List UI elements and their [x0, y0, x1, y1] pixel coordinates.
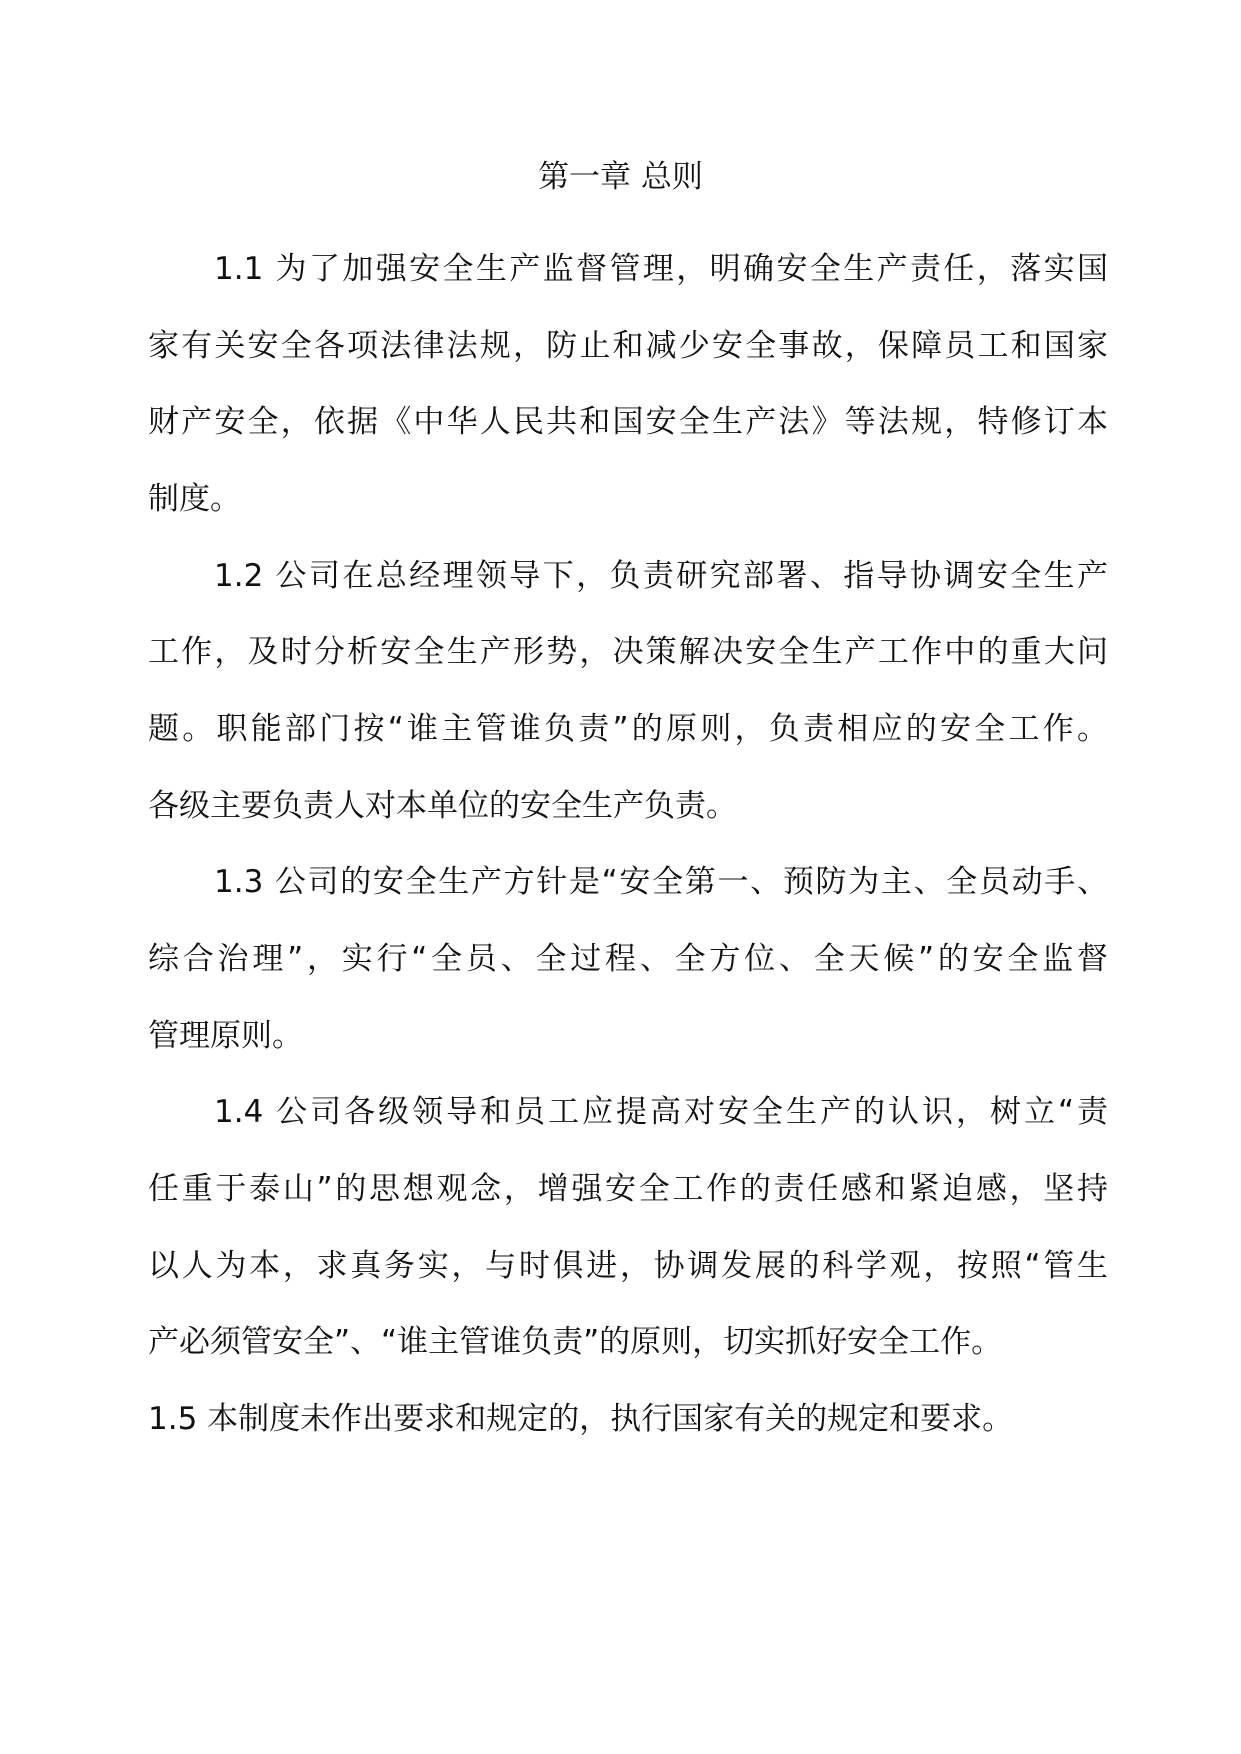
- paragraph-line: 工作，及时分析安全生产形势，决策解决安全生产工作中的重大问: [148, 634, 1108, 670]
- paragraph-line: 任重于泰山”的思想观念，增强安全工作的责任感和紧迫感，坚持: [148, 1171, 1108, 1207]
- paragraph-line: 财产安全，依据《中华人民共和国安全生产法》等法规，特修订本: [148, 404, 1108, 440]
- paragraph-line: 产必须管安全”、“谁主管谁负责”的原则，切实抓好安全工作。: [148, 1324, 1003, 1360]
- paragraph-line: 1.1 为了加强安全生产监督管理，明确安全生产责任，落实国: [214, 251, 1108, 287]
- paragraph-line: 1.4 公司各级领导和员工应提高对安全生产的认识，树立“责: [214, 1094, 1108, 1130]
- paragraph-line: 1.5 本制度未作出要求和规定的，执行国家有关的规定和要求。: [148, 1401, 1014, 1437]
- paragraph-line: 综合治理”，实行“全员、全过程、全方位、全天候”的安全监督: [148, 941, 1108, 977]
- paragraph-line: 1.3 公司的安全生产方针是“安全第一、预防为主、全员动手、: [214, 864, 1108, 900]
- paragraph-line: 各级主要负责人对本单位的安全生产负责。: [148, 788, 737, 824]
- paragraph-line: 管理原则。: [148, 1018, 303, 1054]
- paragraph-line: 1.2 公司在总经理领导下，负责研究部署、指导协调安全生产: [214, 558, 1108, 594]
- paragraph-line: 题。职能部门按“谁主管谁负责”的原则，负责相应的安全工作。: [148, 711, 1108, 747]
- chapter-title: 第一章 总则: [538, 159, 703, 195]
- paragraph-line: 制度。: [148, 481, 241, 517]
- paragraph-line: 以人为本，求真务实，与时俱进，协调发展的科学观，按照“管生: [148, 1248, 1108, 1284]
- paragraph-line: 家有关安全各项法律法规，防止和减少安全事故，保障员工和国家: [148, 328, 1108, 364]
